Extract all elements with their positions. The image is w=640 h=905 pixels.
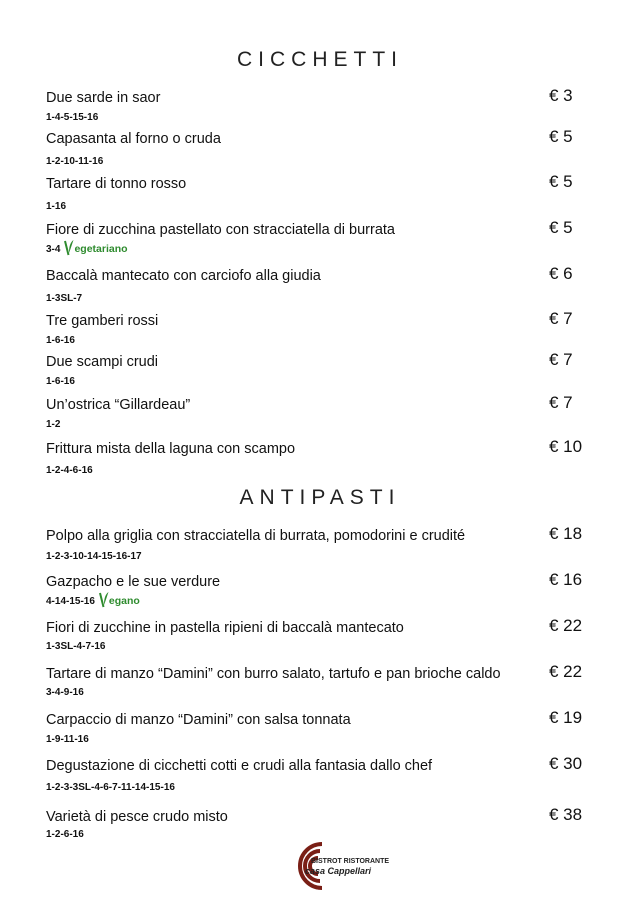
- item-name: Capasanta al forno o cruda: [46, 131, 221, 147]
- item-price: € 38: [549, 805, 583, 824]
- item-allergens: [46, 293, 82, 304]
- item-allergens: [46, 829, 84, 840]
- section-title: ANTIPASTI: [239, 486, 401, 509]
- item-price: € 7: [549, 393, 573, 412]
- menu-item: [46, 127, 596, 169]
- allergen-codes: 1-2: [46, 419, 61, 430]
- menu-item: [46, 309, 596, 351]
- allergen-codes: 4-14-15-16: [46, 596, 95, 607]
- leaf-icon: [63, 244, 74, 255]
- menu-item: [46, 172, 596, 214]
- item-price: € 5: [549, 127, 573, 146]
- item-name: Un’ostrica “Gillardeau”: [46, 397, 191, 413]
- allergen-codes: 1-3SL-7: [46, 293, 83, 304]
- section-title: CICCHETTI: [237, 48, 403, 71]
- item-allergens: [46, 551, 142, 562]
- allergen-codes: 1-2-4-6-16: [46, 465, 93, 476]
- menu-item: [46, 86, 596, 128]
- item-allergens: [46, 641, 105, 652]
- item-name: Tartare di tonno rosso: [46, 176, 187, 192]
- item-allergens: [46, 156, 103, 167]
- item-price: € 6: [549, 264, 573, 283]
- allergen-codes: 3-4-9-16: [46, 687, 84, 698]
- allergen-codes: 1-4-5-15-16: [46, 112, 99, 123]
- menu-item: [46, 524, 596, 566]
- menu-item: [46, 437, 596, 479]
- menu-item: [46, 754, 596, 796]
- menu-item: [46, 616, 596, 658]
- item-allergens: [46, 591, 140, 608]
- allergen-codes: 1-2-3-3SL-4-6-7-11-14-15-16: [46, 782, 175, 793]
- item-allergens: [46, 465, 93, 476]
- allergen-codes: 1-2-10-11-16: [46, 156, 104, 167]
- item-allergens: [46, 112, 98, 123]
- item-name: Carpaccio di manzo “Damini” con salsa tonnata: [46, 712, 351, 728]
- diet-label: egetariano: [74, 243, 128, 255]
- item-price: € 7: [549, 309, 573, 328]
- item-price: € 5: [549, 172, 573, 191]
- item-allergens: [46, 734, 89, 745]
- item-name: Tre gamberi rossi: [46, 313, 159, 329]
- allergen-codes: 1-16: [46, 201, 67, 212]
- item-allergens: [46, 201, 66, 212]
- item-name: Fiore di zucchina pastellato con stracciatella di burrata: [46, 222, 395, 238]
- menu-item: [46, 393, 596, 435]
- item-name: Polpo alla griglia con stracciatella di burrata, pomodorini e crudité: [46, 528, 466, 544]
- allergen-codes: 3-4: [46, 244, 61, 255]
- item-allergens: [46, 419, 60, 430]
- menu-item: [46, 350, 596, 392]
- item-price: € 18: [549, 524, 583, 543]
- leaf-icon: [98, 596, 109, 607]
- item-name: Fiori di zucchine in pastella ripieni di baccalà mantecato: [46, 620, 404, 636]
- item-name: Due sarde in saor: [46, 90, 161, 106]
- item-allergens: [46, 782, 175, 793]
- item-name: Tartare di manzo “Damini” con burro salato, tartufo e pan brioche caldo: [46, 666, 501, 682]
- logo-line2: casa Cappellari: [305, 866, 372, 876]
- allergen-codes: 1-6-16: [46, 335, 75, 346]
- item-price: € 3: [549, 86, 573, 105]
- item-name: Varietà di pesce crudo misto: [46, 809, 228, 825]
- allergen-codes: 1-2-6-16: [46, 829, 84, 840]
- menu-item: [46, 218, 596, 260]
- menu-item: [46, 708, 596, 750]
- item-price: € 22: [549, 616, 583, 635]
- item-price: € 7: [549, 350, 573, 369]
- item-name: Frittura mista della laguna con scampo: [46, 441, 296, 457]
- item-allergens: [46, 239, 128, 256]
- item-price: € 30: [549, 754, 583, 773]
- restaurant-logo: [286, 838, 390, 894]
- item-allergens: [46, 687, 84, 698]
- item-price: € 10: [549, 437, 583, 456]
- item-name: Degustazione di cicchetti cotti e crudi alla fantasia dallo chef: [46, 758, 433, 774]
- item-price: € 16: [549, 570, 583, 589]
- item-name: Due scampi crudi: [46, 354, 159, 370]
- diet-label: egano: [108, 595, 140, 607]
- allergen-codes: 1-2-3-10-14-15-16-17: [46, 551, 142, 562]
- allergen-codes: 1-9-11-16: [46, 734, 89, 745]
- item-price: € 19: [549, 708, 583, 727]
- item-price: € 5: [549, 218, 573, 237]
- menu-item: [46, 662, 596, 704]
- item-price: € 22: [549, 662, 583, 681]
- menu-item: [46, 570, 596, 612]
- item-allergens: [46, 335, 75, 346]
- item-allergens: [46, 376, 75, 387]
- allergen-codes: 1-6-16: [46, 376, 75, 387]
- item-name: Baccalà mantecato con carciofo alla giudia: [46, 268, 321, 284]
- logo-line1: BISTROT RISTORANTE: [311, 858, 390, 865]
- menu-item: [46, 264, 596, 306]
- allergen-codes: 1-3SL-4-7-16: [46, 641, 106, 652]
- item-name: Gazpacho e le sue verdure: [46, 574, 221, 590]
